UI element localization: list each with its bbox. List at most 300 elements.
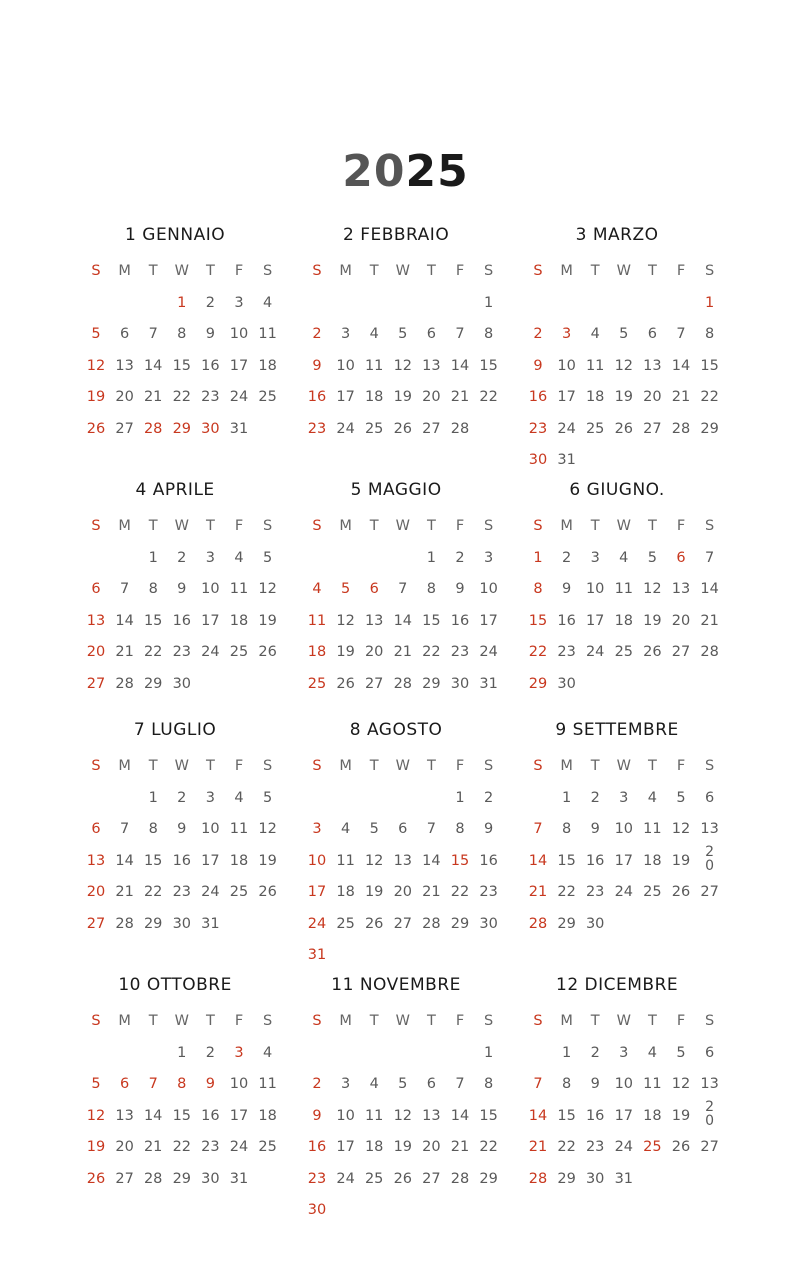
day-cell: 13 [700, 821, 719, 837]
day-cell: 31 [614, 1170, 634, 1187]
day-cell: 18 [643, 852, 662, 869]
day-cell: 27 [115, 420, 134, 437]
day-cell: 16 [307, 389, 327, 405]
weekday-header: M [339, 263, 352, 279]
day-cell: 19 [393, 1139, 413, 1155]
weekday-header: W [395, 263, 410, 279]
day-cell: 28 [393, 675, 413, 692]
day-cell: 1 [561, 789, 572, 806]
weekday-header: M [560, 518, 573, 534]
day-cell: 25 [336, 915, 355, 932]
year-part-1: 20 [342, 146, 406, 197]
day-cell: 30 [172, 915, 192, 932]
weekday-header: W [616, 518, 631, 534]
day-cell: 24 [614, 1139, 634, 1155]
day-cell: 23 [201, 1139, 220, 1155]
day-cell: 26 [643, 644, 662, 660]
day-cell: 12 [258, 821, 277, 837]
day-cell: 6 [676, 549, 686, 566]
day-cell: 14 [528, 852, 548, 869]
day-cell: 23 [307, 1170, 327, 1187]
weekday-header: W [395, 518, 410, 534]
weekday-header: S [704, 518, 715, 534]
month-title: 3 MARZO [575, 225, 659, 245]
day-cell: 24 [557, 420, 576, 437]
day-cell: 19 [614, 389, 634, 405]
month-title: 9 SETTEMBRE [555, 720, 679, 740]
day-cell: 1 [483, 294, 494, 311]
day-cell: 6 [91, 581, 101, 597]
day-cell: 4 [312, 581, 322, 597]
day-cell: 2 [312, 326, 322, 342]
day-cell: 21 [528, 884, 548, 900]
day-cell: 6 [91, 821, 101, 837]
weekday-header: T [205, 518, 215, 534]
weekday-header: F [234, 758, 244, 774]
day-cell: 2 [205, 1044, 215, 1061]
day-cell: 30 [172, 675, 192, 692]
weekday-header: T [369, 518, 379, 534]
day-cell: 12 [86, 357, 106, 374]
day-cell: 4 [369, 1076, 379, 1092]
day-cell: 29 [172, 1170, 192, 1187]
day-cell: 30 [450, 675, 470, 692]
weekday-header: M [339, 1013, 352, 1029]
day-cell: 16 [585, 1107, 605, 1124]
day-cell: 28 [143, 1170, 163, 1187]
day-cell: 6 [704, 789, 715, 806]
day-cell: 7 [676, 326, 686, 342]
day-cell: 2 [177, 549, 187, 566]
day-cell: 27 [700, 1139, 719, 1155]
day-cell: 14 [700, 581, 719, 597]
day-cell: 8 [561, 821, 572, 837]
day-cell: 14 [393, 612, 413, 629]
day-cell: 6 [704, 1044, 715, 1061]
day-cell: 11 [229, 821, 249, 837]
day-cell: 17 [201, 612, 220, 629]
day-cell: 8 [177, 326, 187, 342]
day-cell: 16 [585, 852, 605, 869]
day-cell: 13 [115, 357, 134, 374]
day-cell: 22 [422, 644, 441, 660]
weekday-header: S [533, 758, 543, 774]
day-cell: 22 [557, 884, 576, 900]
day-cell: 9 [533, 357, 543, 374]
day-cell: 31 [557, 452, 576, 468]
day-cell: 7 [455, 326, 465, 342]
day-cell: 19 [336, 644, 355, 660]
day-cell: 15 [528, 612, 548, 629]
day-cell: 9 [590, 1076, 600, 1092]
day-cell: 19 [86, 1139, 106, 1155]
day-cell: 1 [704, 294, 715, 311]
day-cell: 4 [340, 821, 351, 837]
day-cell: 4 [369, 326, 379, 342]
day-cell: 8 [426, 581, 436, 597]
weekday-header: T [590, 1013, 600, 1029]
day-cell: 6 [647, 326, 657, 342]
weekday-header: S [312, 1013, 322, 1029]
day-cell: 10 [307, 852, 327, 869]
day-cell: 15 [557, 1107, 576, 1124]
day-cell: 6 [369, 581, 379, 597]
day-cell: 21 [115, 884, 134, 900]
day-cell: 9 [205, 1076, 215, 1092]
day-cell: 19 [258, 852, 277, 869]
day-cell: 17 [585, 612, 605, 629]
day-cell: 28 [115, 915, 134, 932]
day-cell: 29 [700, 420, 719, 437]
day-cell: 20 [115, 389, 134, 405]
day-cell: 10 [229, 1076, 249, 1092]
day-cell: 5 [91, 326, 101, 342]
day-cell: 28 [528, 915, 548, 932]
day-cell: 16 [450, 612, 470, 629]
day-cell: 9 [590, 821, 600, 837]
day-cell: 20 [671, 612, 691, 629]
day-cell: 5 [647, 549, 657, 566]
weekday-header: T [426, 1013, 436, 1029]
day-cell: 22 [450, 884, 470, 900]
day-cell: 30 [585, 1170, 605, 1187]
day-cell: 23 [172, 644, 192, 660]
day-cell: 25 [307, 675, 327, 692]
day-cell: 28 [528, 1170, 548, 1187]
day-cell: 3 [205, 789, 215, 806]
weekday-header: S [483, 1013, 494, 1029]
day-cell: 17 [479, 612, 498, 629]
day-cell: 1 [483, 1044, 494, 1061]
weekday-header: T [205, 1013, 215, 1029]
weekday-header: F [455, 518, 465, 534]
weekday-header: T [647, 758, 657, 774]
day-cell: 16 [528, 389, 548, 405]
day-cell: 21 [422, 884, 441, 900]
weekday-header: W [174, 1013, 189, 1029]
day-cell: 4 [234, 789, 244, 806]
day-cell: 15 [172, 357, 192, 374]
day-cell: 24 [614, 884, 634, 900]
day-cell: 7 [704, 549, 715, 566]
day-cell: 27 [115, 1170, 134, 1187]
day-cell: 4 [619, 549, 629, 566]
weekday-header: T [369, 758, 379, 774]
day-cell: 22 [172, 1139, 192, 1155]
day-cell: 12 [393, 1107, 413, 1124]
day-cell: 15 [422, 612, 441, 629]
day-cell: 16 [307, 1139, 327, 1155]
day-cell: 17 [307, 884, 327, 900]
day-cell: 27 [86, 675, 106, 692]
weekday-header: T [148, 263, 158, 279]
day-cell: 17 [229, 357, 249, 374]
weekday-header: M [339, 518, 352, 534]
day-cell: 15 [557, 852, 576, 869]
day-cell: 12 [258, 581, 277, 597]
day-cell: 19 [671, 1107, 691, 1124]
day-cell: 24 [229, 389, 249, 405]
day-cell: 6 [426, 326, 436, 342]
day-cell: 29 [557, 1170, 576, 1187]
day-cell: 11 [643, 1076, 662, 1092]
day-cell: 25 [258, 1139, 277, 1155]
day-cell: 14 [671, 357, 691, 374]
day-cell: 5 [340, 581, 351, 597]
year-title [0, 146, 811, 197]
day-cell: 21 [115, 644, 134, 660]
day-cell: 26 [86, 420, 106, 437]
day-cell: 28 [422, 915, 441, 932]
day-cell: 3 [619, 1044, 629, 1061]
weekday-header: W [616, 263, 631, 279]
day-cell: 12 [364, 852, 384, 869]
day-cell: 26 [258, 644, 277, 660]
day-cell: 22 [700, 389, 719, 405]
day-cell: 17 [336, 1139, 355, 1155]
day-cell: 11 [229, 581, 249, 597]
weekday-header: M [118, 1013, 131, 1029]
weekday-header: S [91, 263, 101, 279]
day-cell: 25 [585, 420, 605, 437]
day-cell: 26 [671, 884, 691, 900]
day-cell: 24 [336, 1170, 355, 1187]
day-cell: 20 [643, 389, 662, 405]
day-cell: 7 [148, 326, 158, 342]
weekday-header: W [616, 1013, 631, 1029]
day-cell: 22 [557, 1139, 576, 1155]
day-cell: 7 [426, 821, 436, 837]
weekday-header: T [148, 1013, 158, 1029]
day-cell: 2 [312, 1076, 322, 1092]
day-cell: 11 [643, 821, 662, 837]
day-cell: 30 [307, 1202, 327, 1218]
day-cell: 8 [455, 821, 465, 837]
day-cell: 17 [557, 389, 576, 405]
day-cell: 6 [119, 1076, 130, 1092]
weekday-header: W [174, 518, 189, 534]
day-cell: 29 [143, 675, 163, 692]
day-cell: 19 [643, 612, 662, 629]
day-cell: 21 [450, 1139, 470, 1155]
day-cell: 26 [336, 675, 355, 692]
day-cell: 18 [229, 852, 249, 869]
day-cell: 15 [479, 1107, 498, 1124]
day-cell: 11 [258, 1076, 277, 1092]
day-cell: 15 [479, 357, 498, 374]
day-cell: 28 [700, 644, 719, 660]
day-cell: 9 [177, 581, 187, 597]
day-cell: 21 [700, 612, 719, 629]
day-cell: 13 [115, 1107, 134, 1124]
day-cell: 17 [614, 852, 634, 869]
day-cell: 25 [643, 1139, 662, 1155]
day-cell: 31 [201, 915, 220, 932]
day-cell: 31 [307, 947, 327, 963]
day-cell: 10 [557, 357, 576, 374]
day-cell: 20 [115, 1139, 134, 1155]
weekday-header: F [455, 263, 465, 279]
day-cell: 16 [201, 357, 220, 374]
weekday-header: S [704, 263, 715, 279]
month-title: 1 GENNAIO [125, 225, 226, 245]
weekday-header: S [483, 263, 494, 279]
day-cell: 18 [307, 644, 327, 660]
day-cell: 30 [528, 452, 548, 468]
day-cell: 14 [528, 1107, 548, 1124]
weekday-header: W [174, 263, 189, 279]
day-cell: 25 [258, 389, 277, 405]
day-cell: 27 [643, 420, 662, 437]
weekday-header: M [560, 758, 573, 774]
day-cell: 12 [671, 1076, 691, 1092]
day-cell: 20 [422, 389, 441, 405]
weekday-header: F [234, 263, 244, 279]
day-cell: 4 [234, 549, 244, 566]
day-cell: 14 [115, 852, 134, 869]
day-cell: 3 [234, 294, 244, 311]
day-cell: 23 [450, 644, 470, 660]
day-cell: 31 [229, 1170, 249, 1187]
weekday-header: T [426, 758, 436, 774]
weekday-header: S [704, 1013, 715, 1029]
day-cell: 14 [422, 852, 441, 869]
day-cell: 26 [364, 915, 384, 932]
day-cell: 19 [671, 852, 691, 869]
day-cell: 15 [143, 612, 163, 629]
day-cell: 25 [229, 644, 249, 660]
day-cell: 12 [336, 612, 355, 629]
day-cell: 3 [340, 326, 351, 342]
day-cell: 8 [483, 326, 494, 342]
day-cell: 19 [364, 884, 384, 900]
day-cell: 2 0 [705, 843, 715, 874]
day-cell: 15 [450, 852, 470, 869]
day-cell: 30 [479, 915, 498, 932]
day-cell: 31 [229, 420, 249, 437]
day-cell: 11 [585, 357, 605, 374]
weekday-header: T [590, 518, 600, 534]
day-cell: 9 [205, 326, 215, 342]
day-cell: 10 [336, 1107, 355, 1124]
day-cell: 8 [561, 1076, 572, 1092]
weekday-header: S [312, 263, 322, 279]
day-cell: 19 [86, 389, 106, 405]
day-cell: 29 [422, 675, 441, 692]
month-title: 6 GIUGNO. [569, 480, 665, 500]
day-cell: 3 [312, 821, 322, 837]
day-cell: 21 [450, 389, 470, 405]
day-cell: 21 [528, 1139, 548, 1155]
day-cell: 23 [172, 884, 192, 900]
day-cell: 13 [364, 612, 384, 629]
day-cell: 18 [229, 612, 249, 629]
day-cell: 29 [479, 1170, 498, 1187]
day-cell: 29 [528, 675, 548, 692]
day-cell: 19 [393, 389, 413, 405]
day-cell: 8 [148, 581, 158, 597]
day-cell: 22 [528, 644, 548, 660]
day-cell: 3 [561, 326, 572, 342]
day-cell: 14 [450, 1107, 470, 1124]
weekday-header: W [395, 1013, 410, 1029]
day-cell: 7 [455, 1076, 465, 1092]
day-cell: 8 [177, 1076, 187, 1092]
day-cell: 24 [201, 644, 220, 660]
day-cell: 11 [307, 612, 327, 629]
day-cell: 1 [148, 789, 158, 806]
day-cell: 26 [614, 420, 634, 437]
day-cell: 24 [229, 1139, 249, 1155]
day-cell: 8 [483, 1076, 494, 1092]
day-cell: 30 [557, 675, 576, 692]
weekday-header: T [647, 518, 657, 534]
day-cell: 20 [422, 1139, 441, 1155]
day-cell: 23 [479, 884, 498, 900]
day-cell: 28 [450, 420, 470, 437]
day-cell: 16 [479, 852, 498, 869]
day-cell: 15 [700, 357, 719, 374]
weekday-header: S [91, 1013, 101, 1029]
day-cell: 23 [307, 420, 327, 437]
month-title: 2 FEBBRAIO [342, 225, 450, 245]
day-cell: 20 [86, 644, 106, 660]
weekday-header: W [395, 758, 410, 774]
day-cell: 4 [647, 1044, 657, 1061]
day-cell: 27 [422, 1170, 441, 1187]
day-cell: 6 [398, 821, 408, 837]
weekday-header: T [590, 758, 600, 774]
day-cell: 30 [585, 915, 605, 932]
day-cell: 7 [119, 821, 130, 837]
day-cell: 5 [619, 326, 629, 342]
day-cell: 10 [201, 581, 220, 597]
day-cell: 25 [364, 420, 384, 437]
day-cell: 22 [143, 644, 163, 660]
day-cell: 1 [533, 549, 543, 566]
day-cell: 30 [201, 1170, 220, 1187]
day-cell: 1 [455, 789, 465, 806]
day-cell: 15 [172, 1107, 192, 1124]
day-cell: 11 [336, 852, 355, 869]
day-cell: 10 [585, 581, 605, 597]
weekday-header: M [560, 263, 573, 279]
day-cell: 18 [336, 884, 355, 900]
day-cell: 4 [262, 294, 273, 311]
weekday-header: S [91, 518, 101, 534]
weekday-header: S [704, 758, 715, 774]
day-cell: 14 [143, 357, 163, 374]
weekday-header: M [118, 263, 131, 279]
day-cell: 18 [614, 612, 634, 629]
weekday-header: T [205, 263, 215, 279]
day-cell: 26 [671, 1139, 691, 1155]
weekday-header: F [234, 518, 244, 534]
day-cell: 10 [336, 357, 355, 374]
day-cell: 3 [234, 1044, 244, 1061]
day-cell: 10 [229, 326, 249, 342]
day-cell: 23 [585, 884, 605, 900]
day-cell: 5 [676, 1044, 686, 1061]
weekday-header: S [312, 518, 322, 534]
month-title: 5 MAGGIO [350, 480, 442, 500]
weekday-header: T [148, 518, 158, 534]
day-cell: 26 [258, 884, 277, 900]
day-cell: 11 [364, 357, 384, 374]
day-cell: 7 [148, 1076, 158, 1092]
day-cell: 21 [393, 644, 413, 660]
day-cell: 17 [336, 389, 355, 405]
